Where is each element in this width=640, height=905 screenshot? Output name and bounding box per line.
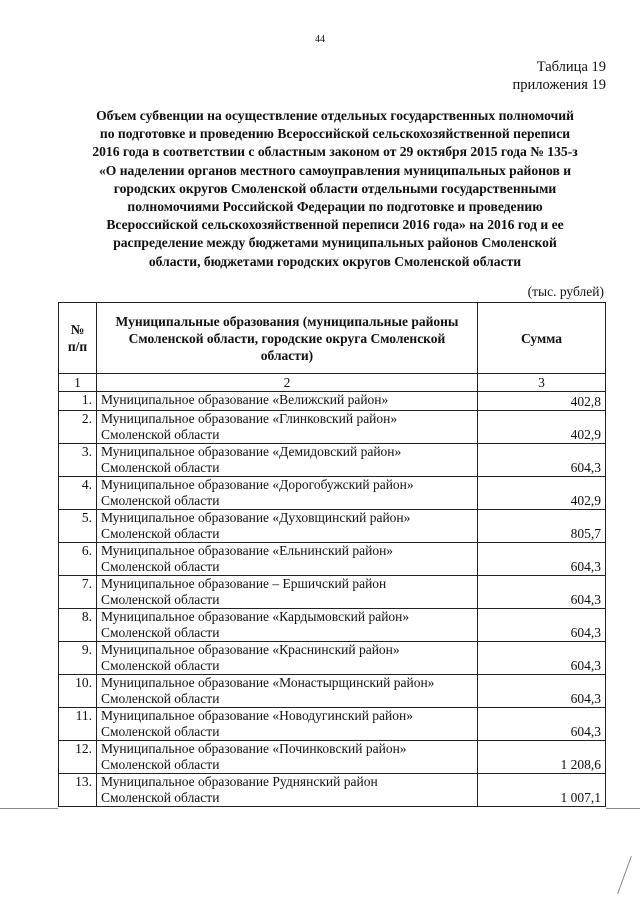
- amount-cell: 604,3: [478, 609, 606, 642]
- table-reference: [513, 58, 606, 94]
- document-title: [56, 107, 614, 271]
- row-number: 12.: [59, 741, 97, 774]
- table-number: Таблица 19: [536, 59, 606, 75]
- municipality-name-line1: Муниципальное образование «Дорогобужский район»: [101, 477, 414, 492]
- subvention-table: [58, 302, 606, 807]
- row-number: 11.: [59, 708, 97, 741]
- municipality-name: [97, 576, 478, 609]
- column-number: 1: [59, 374, 97, 392]
- municipality-name-line2: Смоленской области: [101, 691, 220, 706]
- table-row: [59, 576, 606, 609]
- amount-cell: 604,3: [478, 444, 606, 477]
- header-amount: Сумма: [478, 303, 606, 374]
- municipality-name: [97, 543, 478, 576]
- amount-cell: 1 007,1: [478, 774, 606, 807]
- amount-cell: 604,3: [478, 708, 606, 741]
- appendix-number: приложения 19: [512, 77, 606, 93]
- header-number: № п/п: [59, 303, 97, 374]
- municipality-name: [97, 510, 478, 543]
- title-line: «О наделении органов местного самоуправления муниципальных районов и: [98, 162, 572, 178]
- table-row: [59, 774, 606, 807]
- municipality-name: [97, 708, 478, 741]
- municipality-name-line1: Муниципальное образование – Ершичский район: [101, 576, 387, 591]
- title-line: распределение между бюджетами муниципальных районов Смоленской: [113, 235, 557, 251]
- municipality-name: [97, 741, 478, 774]
- table-header-row: [59, 303, 606, 374]
- municipality-name: [97, 774, 478, 807]
- title-line: области, бюджетами городских округов Смоленской области: [148, 253, 522, 269]
- amount-cell: 1 208,6: [478, 741, 606, 774]
- table-row: [59, 444, 606, 477]
- amount-cell: 402,9: [478, 477, 606, 510]
- amount-cell: 805,7: [478, 510, 606, 543]
- row-number: 4.: [59, 477, 97, 510]
- municipality-name: [97, 444, 478, 477]
- municipality-name-line1: Муниципальное образование «Духовщинский район»: [101, 510, 411, 525]
- municipality-name-line1: Муниципальное образование «Краснинский район»: [101, 642, 400, 657]
- municipality-name-line1: Муниципальное образование «Ельнинский район»: [101, 543, 394, 558]
- municipality-name-line1: Муниципальное образование «Велижский район»: [101, 392, 389, 407]
- amount-cell: 604,3: [478, 576, 606, 609]
- municipality-name-line1: Муниципальное образование «Новодугинский район»: [101, 708, 413, 723]
- row-number: 5.: [59, 510, 97, 543]
- municipality-name-line1: Муниципальное образование «Демидовский район»: [101, 444, 402, 459]
- units-label: (тыс. рублей): [527, 284, 604, 299]
- row-number: 6.: [59, 543, 97, 576]
- municipality-name-line1: Муниципальное образование «Монастырщинский район»: [101, 675, 435, 690]
- title-line: полномочиями Российской Федерации по подготовке и проведению: [127, 199, 543, 215]
- municipality-name-line2: Смоленской области: [101, 559, 220, 574]
- municipality-name-line2: Смоленской области: [101, 658, 220, 673]
- row-number: 9.: [59, 642, 97, 675]
- municipality-name-line2: Смоленской области: [101, 427, 220, 442]
- row-number: 10.: [59, 675, 97, 708]
- municipality-name-line2: Смоленской области: [101, 625, 220, 640]
- row-number: 7.: [59, 576, 97, 609]
- column-number-row: [59, 374, 606, 392]
- municipality-name: [97, 392, 478, 411]
- municipality-name: [97, 642, 478, 675]
- column-number: 3: [478, 374, 606, 392]
- scan-line-right: [606, 808, 640, 809]
- title-line: по подготовке и проведению Всероссийской сельскохозяйственной переписи: [99, 126, 571, 142]
- table-row: [59, 411, 606, 444]
- title-line: 2016 года в соответствии с областным законом от 29 октября 2015 года № 135-з: [92, 144, 578, 160]
- row-number: 13.: [59, 774, 97, 807]
- municipality-name-line2: Смоленской области: [101, 526, 220, 541]
- table-row: [59, 675, 606, 708]
- municipality-name-line2: Смоленской области: [101, 592, 220, 607]
- page-number: 44: [315, 34, 325, 45]
- table-row: [59, 708, 606, 741]
- amount-cell: 604,3: [478, 675, 606, 708]
- municipality-name-line2: Смоленской области: [101, 790, 220, 805]
- scan-edge-right: [617, 856, 632, 894]
- table-row: [59, 392, 606, 411]
- scan-line-left: [0, 808, 58, 809]
- row-number: 3.: [59, 444, 97, 477]
- table-row: [59, 477, 606, 510]
- title-line: Всероссийской сельскохозяйственной переписи 2016 года» на 2016 год и ее: [106, 217, 564, 233]
- table-row: [59, 510, 606, 543]
- municipality-name-line1: Муниципальное образование «Кардымовский район»: [101, 609, 410, 624]
- municipality-name-line1: Муниципальное образование «Починковский район»: [101, 741, 407, 756]
- amount-cell: 604,3: [478, 642, 606, 675]
- row-number: 8.: [59, 609, 97, 642]
- municipality-name-line2: Смоленской области: [101, 493, 220, 508]
- header-municipality: Муниципальные образования (муниципальные районы Смоленской области, городские округа Смоленской области): [97, 303, 478, 374]
- table-row: [59, 741, 606, 774]
- municipality-name: [97, 609, 478, 642]
- title-line: городских округов Смоленской области отдельными государственными: [113, 180, 557, 196]
- municipality-name: [97, 411, 478, 444]
- municipality-name-line1: Муниципальное образование «Глинковский район»: [101, 411, 398, 426]
- municipality-name-line1: Муниципальное образование Руднянский район: [101, 774, 378, 789]
- row-number: 2.: [59, 411, 97, 444]
- table-row: [59, 543, 606, 576]
- title-line: Объем субвенции на осуществление отдельных государственных полномочий: [96, 108, 574, 123]
- amount-cell: 402,9: [478, 411, 606, 444]
- municipality-name: [97, 675, 478, 708]
- table-row: [59, 642, 606, 675]
- amount-cell: 604,3: [478, 543, 606, 576]
- amount-cell: 402,8: [478, 392, 606, 411]
- table-row: [59, 609, 606, 642]
- column-number: 2: [97, 374, 478, 392]
- municipality-name-line2: Смоленской области: [101, 757, 220, 772]
- municipality-name-line2: Смоленской области: [101, 460, 220, 475]
- municipality-name-line2: Смоленской области: [101, 724, 220, 739]
- row-number: 1.: [59, 392, 97, 411]
- municipality-name: [97, 477, 478, 510]
